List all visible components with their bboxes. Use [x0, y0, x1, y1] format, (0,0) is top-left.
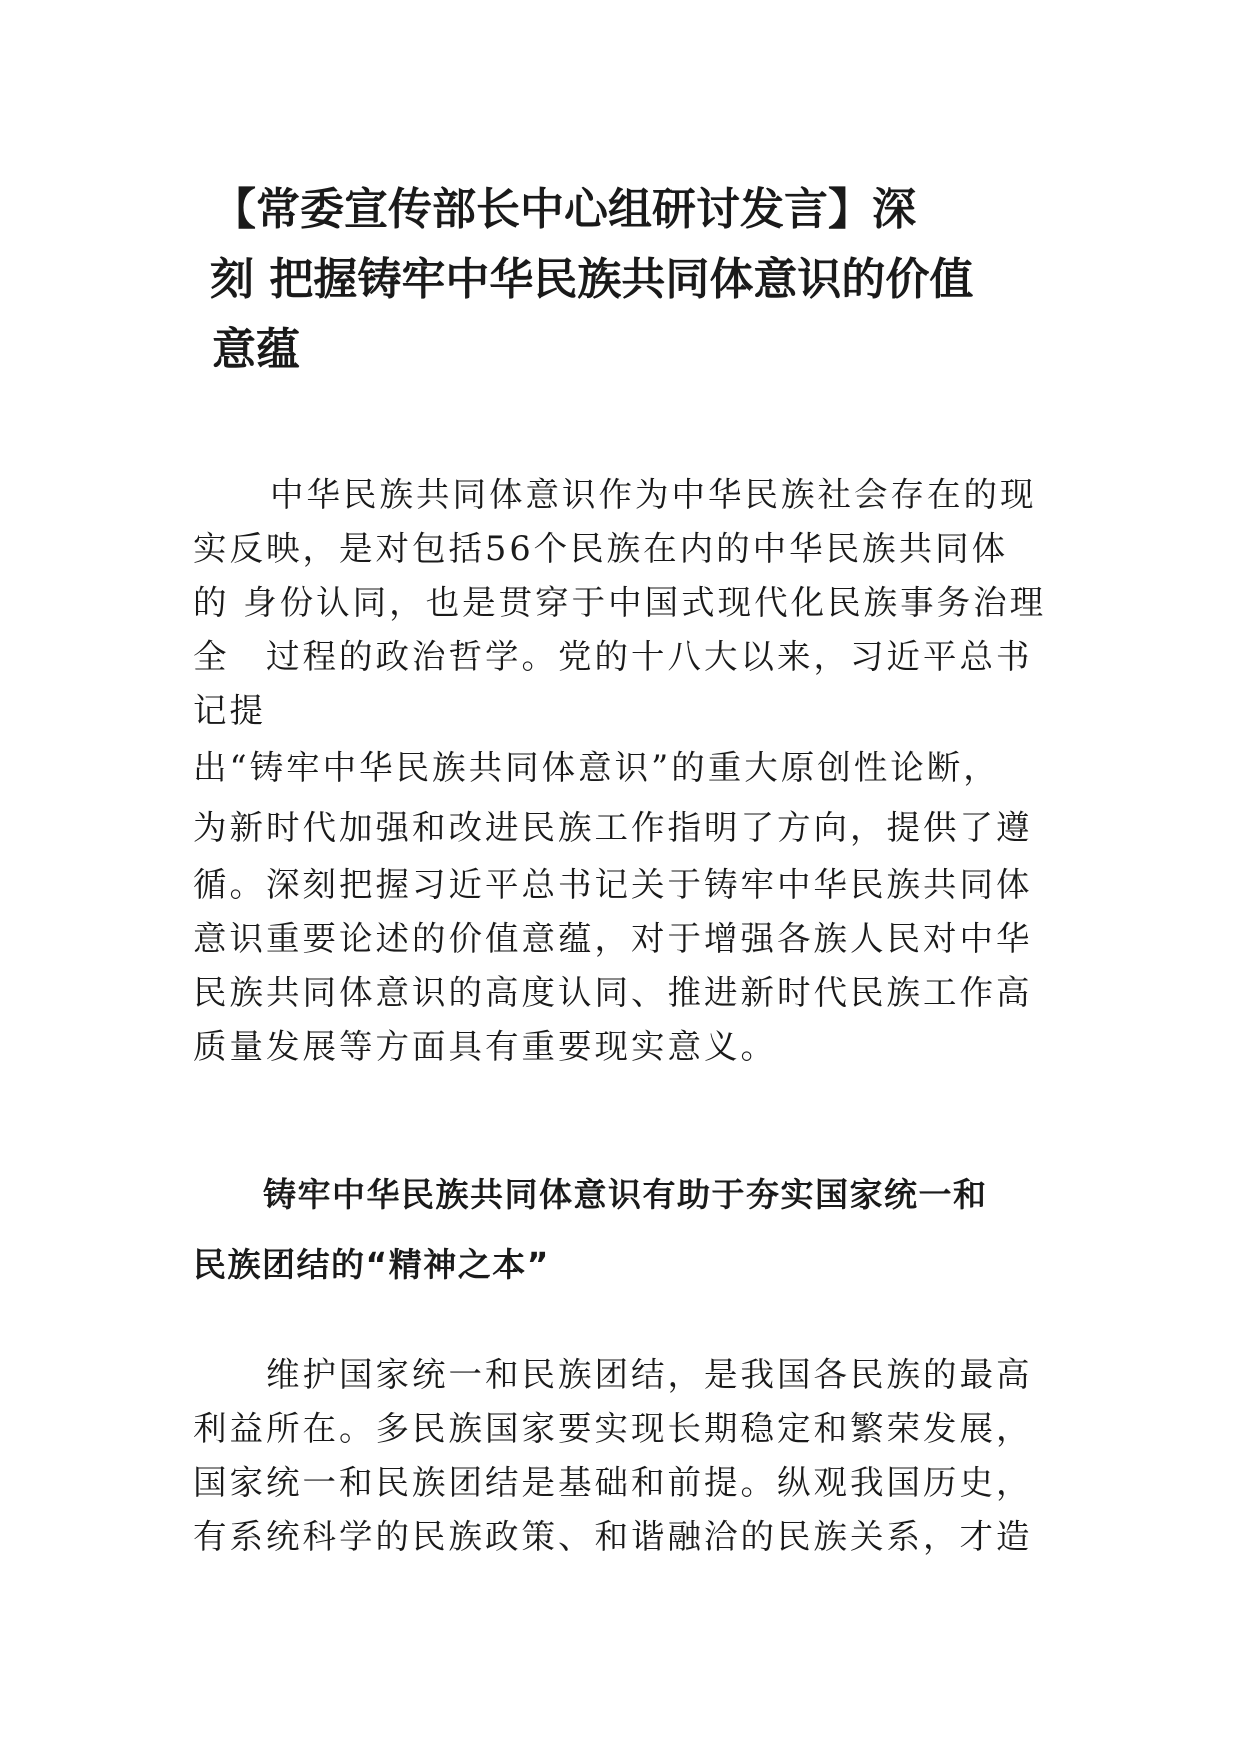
paragraph-line: 利益所在。多民族国家要实现长期稳定和繁荣发展，	[193, 1409, 1033, 1448]
title-line: 意蕴	[212, 324, 300, 375]
paragraph-line: 国家统一和民族团结是基础和前提。纵观我国历史，	[193, 1463, 1033, 1502]
paragraph-line: 为新时代加强和改进民族工作指明了方向，提供了遵	[193, 808, 1033, 847]
paragraph-line: 的 身份认同，也是贯穿于中国式现代化民族事务治理	[193, 583, 1047, 622]
paragraph-line: 维护国家统一和民族团结，是我国各民族的最高	[266, 1355, 1033, 1394]
paragraph-line: 意识重要论述的价值意蕴，对于增强各族人民对中华	[193, 919, 1033, 958]
paragraph-line: 记提	[193, 691, 266, 730]
document-title	[210, 184, 1042, 398]
intro-paragraph	[193, 468, 1053, 1074]
paragraph-line: 民族共同体意识的高度认同、推进新时代民族工作高	[193, 973, 1033, 1012]
heading-line: 铸牢中华民族共同体意识有助于夯实国家统一和	[263, 1175, 988, 1214]
paragraph-line: 实反映，是对包括56个民族在内的中华民族共同体	[193, 529, 1009, 568]
paragraph-line: 循。深刻把握习近平总书记关于铸牢中华民族共同体	[193, 865, 1033, 904]
paragraph-line: 质量发展等方面具有重要现实意义。	[193, 1027, 777, 1066]
heading-line: 民族团结的“精神之本”	[193, 1245, 550, 1284]
paragraph-line: 中华民族共同体意识作为中华民族社会存在的现	[270, 475, 1037, 514]
paragraph-line: 有系统科学的民族政策、和谐融洽的民族关系，才造	[193, 1517, 1033, 1556]
title-line: 刻 把握铸牢中华民族共同体意识的价值	[210, 254, 974, 305]
paragraph-line: 出“铸牢中华民族共同体意识”的重大原创性论断，	[193, 748, 1000, 787]
paragraph-line: 全 过程的政治哲学。党的十八大以来，习近平总书	[193, 637, 1033, 676]
title-line: 【常委宣传部长中心组研讨发言】深	[212, 184, 916, 235]
section-paragraph	[193, 1348, 1053, 1564]
section-heading	[193, 1160, 1053, 1300]
